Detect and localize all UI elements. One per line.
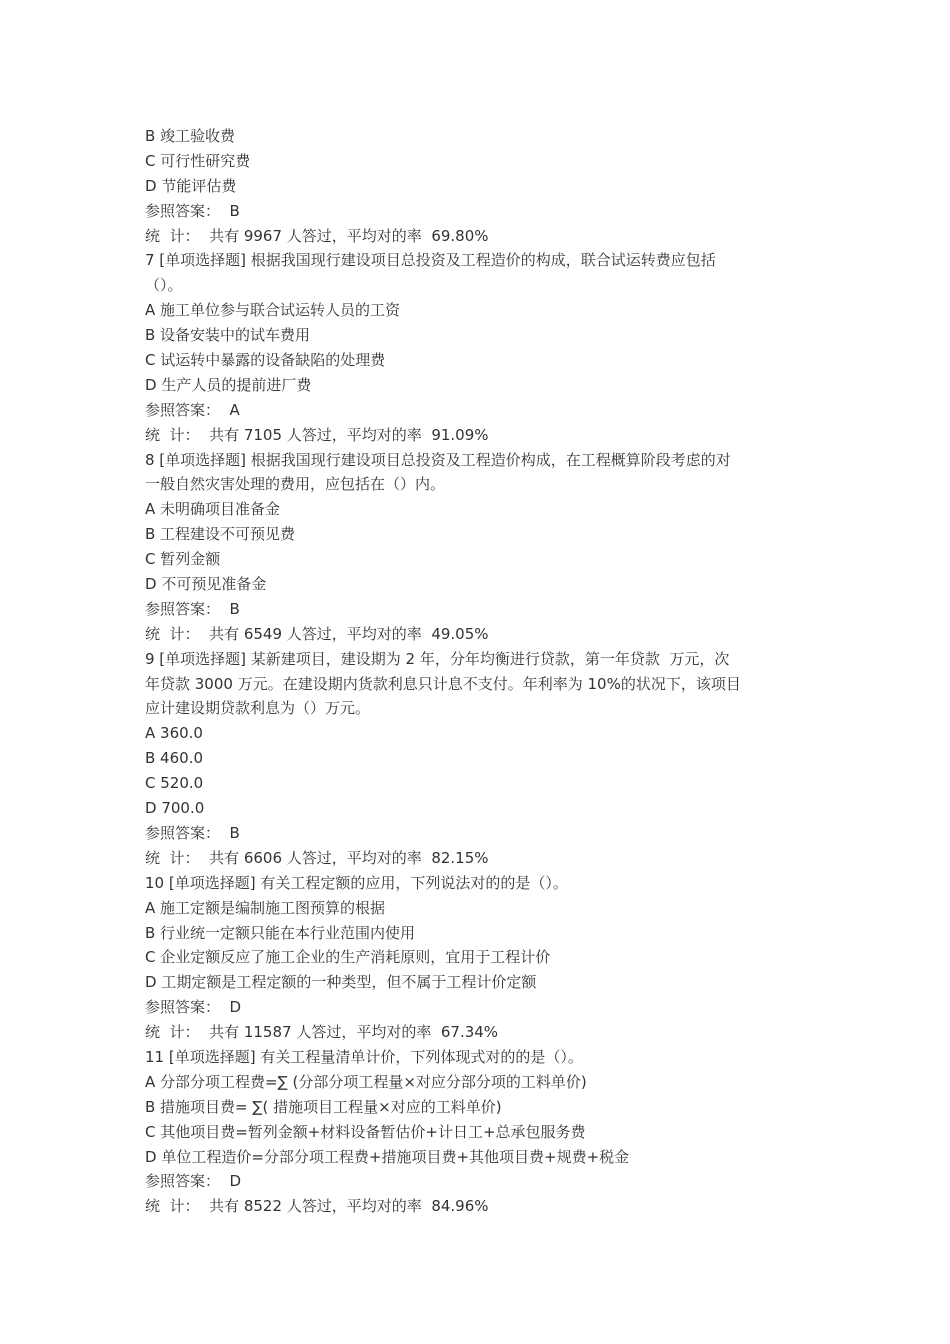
answer-line: 参照答案： B bbox=[145, 201, 240, 220]
option-line: C 试运转中暴露的设备缺陷的处理费 bbox=[145, 351, 386, 370]
text-line: 年贷款 3000 万元。在建设期内货款利息只计息不支付。年利率为 10%的状况下，该项目 bbox=[145, 674, 741, 693]
answer-line: 参照答案： B bbox=[145, 823, 240, 842]
question-line: 10 [单项选择题] 有关工程定额的应用，下列说法对的的是（）。 bbox=[145, 873, 568, 892]
option-line: A 施工单位参与联合试运转人员的工资 bbox=[145, 301, 401, 320]
stats-line: 统 计： 共有 9967 人答过，平均对的率 69.80% bbox=[145, 226, 489, 245]
text-line: 应计建设期贷款利息为（）万元。 bbox=[145, 699, 371, 718]
answer-line: 参照答案： B bbox=[145, 599, 240, 618]
question-line: 9 [单项选择题] 某新建项目，建设期为 2 年，分年均衡进行贷款，第一年贷款 万元，次 bbox=[145, 649, 730, 668]
option-line: A 施工定额是编制施工图预算的根据 bbox=[145, 898, 386, 917]
option-line: C 暂列金额 bbox=[145, 550, 221, 569]
option-line: C 其他项目费=暂列金额+材料设备暂估价+计日工+总承包服务费 bbox=[145, 1122, 586, 1141]
answer-line: 参照答案： A bbox=[145, 400, 240, 419]
option-line: C 企业定额反应了施工企业的生产消耗原则，宜用于工程计价 bbox=[145, 948, 551, 967]
text-line: （）。 bbox=[145, 276, 183, 295]
stats-line: 统 计： 共有 6606 人答过，平均对的率 82.15% bbox=[145, 848, 489, 867]
option-line: A 未明确项目准备金 bbox=[145, 500, 281, 519]
option-line: D 单位工程造价=分部分项工程费+措施项目费+其他项目费+规费+税金 bbox=[145, 1147, 630, 1166]
stats-line: 统 计： 共有 8522 人答过，平均对的率 84.96% bbox=[145, 1197, 489, 1216]
option-line: D 不可预见准备金 bbox=[145, 575, 267, 594]
option-line: B 竣工验收费 bbox=[145, 127, 236, 145]
stats-line: 统 计： 共有 6549 人答过，平均对的率 49.05% bbox=[145, 624, 489, 643]
option-line: D 700.0 bbox=[145, 799, 205, 818]
option-line: B 设备安装中的试车费用 bbox=[145, 326, 311, 345]
stats-line: 统 计： 共有 7105 人答过，平均对的率 91.09% bbox=[145, 425, 489, 444]
text-line: 一般自然灾害处理的费用，应包括在（）内。 bbox=[145, 475, 446, 494]
option-line: D 工期定额是工程定额的一种类型，但不属于工程计价定额 bbox=[145, 973, 537, 992]
option-line: B 行业统一定额只能在本行业范围内使用 bbox=[145, 923, 416, 942]
question-line: 8 [单项选择题] 根据我国现行建设项目总投资及工程造价构成，在工程概算阶段考虑的对 bbox=[145, 450, 731, 469]
option-line: C 可行性研究费 bbox=[145, 151, 251, 170]
option-line: A 分部分项工程费=∑ (分部分项工程量×对应分部分项的工料单价) bbox=[145, 1072, 587, 1091]
answer-line: 参照答案： D bbox=[145, 998, 242, 1017]
question-line: 7 [单项选择题] 根据我国现行建设项目总投资及工程造价的构成，联合试运转费应包括 bbox=[145, 251, 716, 270]
option-line: D 节能评估费 bbox=[145, 176, 237, 195]
option-line: A 360.0 bbox=[145, 724, 203, 743]
question-line: 11 [单项选择题] 有关工程量清单计价，下列体现式对的的是（）。 bbox=[145, 1047, 583, 1066]
answer-line: 参照答案： D bbox=[145, 1172, 242, 1191]
option-line: B 措施项目费= ∑( 措施项目工程量×对应的工料单价) bbox=[145, 1097, 502, 1116]
option-line: B 工程建设不可预见费 bbox=[145, 525, 296, 544]
option-line: B 460.0 bbox=[145, 749, 204, 768]
stats-line: 统 计： 共有 11587 人答过，平均对的率 67.34% bbox=[145, 1023, 499, 1042]
option-line: D 生产人员的提前进厂费 bbox=[145, 375, 312, 394]
option-line: C 520.0 bbox=[145, 774, 204, 793]
document-body bbox=[145, 124, 825, 1219]
